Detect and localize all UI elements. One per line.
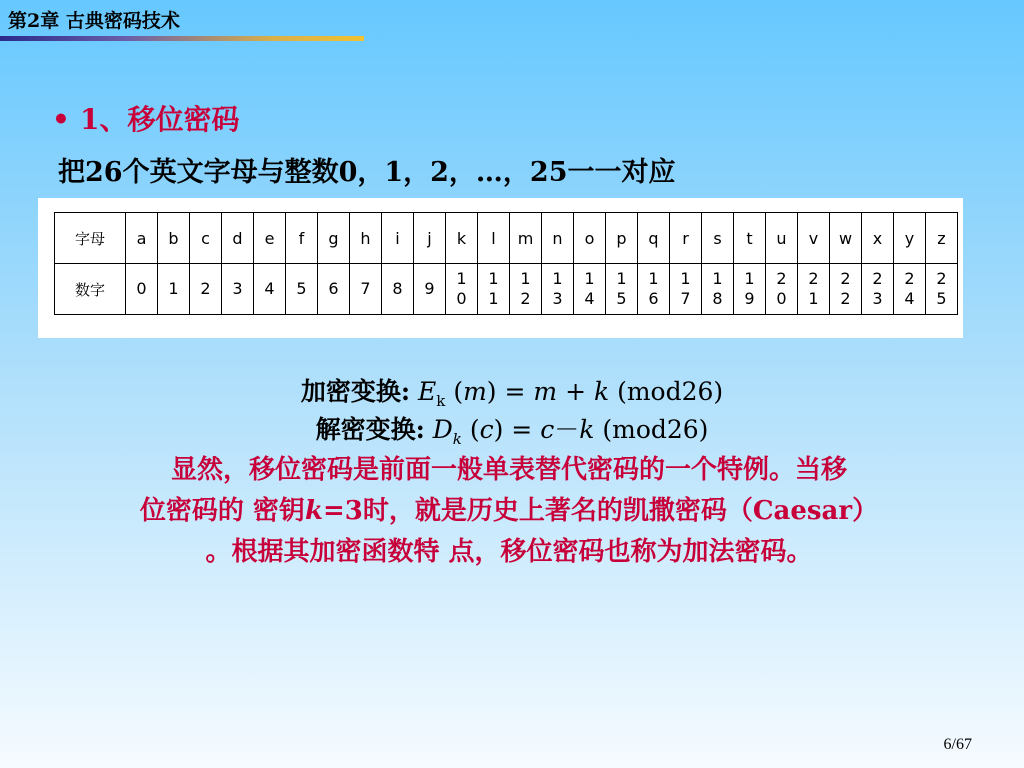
letter-cell: o	[574, 213, 606, 264]
explanation-line-2	[44, 491, 974, 532]
encryption-mid: ) =	[486, 377, 534, 406]
number-cell: 2 2	[830, 264, 862, 315]
letter-cell: j	[414, 213, 446, 264]
chapter-title: 第2章 古典密码技术	[8, 10, 180, 32]
number-cell: 1 7	[670, 264, 702, 315]
letter-cell: n	[542, 213, 574, 264]
letters-row-label: 字母	[55, 213, 126, 264]
number-cell: 5	[286, 264, 318, 315]
letter-cell: g	[318, 213, 350, 264]
number-cell: 1	[158, 264, 190, 315]
letter-cell: q	[638, 213, 670, 264]
letter-cell: c	[190, 213, 222, 264]
explanation-line-2-end: =3时，就是历史上著名的凯撒密码（Caesar）	[322, 496, 879, 526]
decryption-var: c	[479, 415, 494, 444]
decryption-mod: (mod26)	[594, 415, 709, 444]
number-cell: 1 8	[702, 264, 734, 315]
bullet-point: •	[52, 103, 70, 136]
numbers-row	[55, 264, 958, 315]
encryption-func-sub: k	[436, 392, 446, 410]
number-cell: 1 3	[542, 264, 574, 315]
decryption-open: (	[461, 415, 480, 444]
decryption-func-sub: k	[452, 430, 462, 448]
decryption-op: －	[554, 415, 580, 444]
encryption-op: +	[557, 377, 594, 406]
encryption-label: 加密变换:	[300, 377, 411, 406]
encryption-var: m	[463, 377, 487, 406]
explanation-line-3: 。根据其加密函数特 点，移位密码也称为加法密码。	[205, 537, 813, 567]
decryption-key: k	[579, 415, 595, 444]
number-cell: 2 4	[894, 264, 926, 315]
encryption-formula	[0, 372, 1024, 410]
letter-cell: v	[798, 213, 830, 264]
number-cell: 1 2	[510, 264, 542, 315]
number-cell: 7	[350, 264, 382, 315]
letter-cell: h	[350, 213, 382, 264]
explanation-line-2-start: 位密码的 密钥	[139, 496, 305, 526]
numbers-row-label: 数字	[55, 264, 126, 315]
number-cell: 2 5	[926, 264, 958, 315]
number-cell: 6	[318, 264, 350, 315]
number-cell: 2	[190, 264, 222, 315]
letter-cell: e	[254, 213, 286, 264]
decryption-mid: ) =	[493, 415, 541, 444]
encryption-key: k	[593, 377, 610, 406]
encryption-open: (	[445, 377, 464, 406]
letter-cell: r	[670, 213, 702, 264]
number-cell: 8	[382, 264, 414, 315]
letter-cell: t	[734, 213, 766, 264]
encryption-func: E	[418, 377, 437, 406]
letter-cell: y	[894, 213, 926, 264]
letter-cell: u	[766, 213, 798, 264]
decryption-var2: c	[540, 415, 555, 444]
letter-cell: d	[222, 213, 254, 264]
explanation-paragraph	[44, 450, 974, 573]
number-cell: 1 4	[574, 264, 606, 315]
number-cell: 1 9	[734, 264, 766, 315]
number-cell: 1 5	[606, 264, 638, 315]
letter-cell: s	[702, 213, 734, 264]
page-number: 6/67	[943, 736, 972, 753]
number-cell: 2 1	[798, 264, 830, 315]
letter-number-table-panel	[38, 198, 963, 338]
letter-cell: f	[286, 213, 318, 264]
letter-cell: b	[158, 213, 190, 264]
letter-cell: l	[478, 213, 510, 264]
letter-cell: k	[446, 213, 478, 264]
number-cell: 1 1	[478, 264, 510, 315]
letter-cell: i	[382, 213, 414, 264]
letter-cell: w	[830, 213, 862, 264]
decryption-func: D	[432, 415, 453, 444]
explanation-key-var: k	[304, 496, 323, 526]
header-divider	[0, 36, 364, 41]
number-cell: 3	[222, 264, 254, 315]
letter-number-table	[54, 212, 958, 315]
encryption-var2: m	[533, 377, 558, 406]
section-heading-text: 1、移位密码	[80, 103, 240, 136]
number-cell: 4	[254, 264, 286, 315]
letter-cell: z	[926, 213, 958, 264]
letters-row	[55, 213, 958, 264]
decryption-formula	[0, 410, 1024, 448]
letter-cell: x	[862, 213, 894, 264]
letter-cell: a	[126, 213, 158, 264]
number-cell: 1 0	[446, 264, 478, 315]
letter-cell: p	[606, 213, 638, 264]
encryption-mod: (mod26)	[609, 377, 724, 406]
number-cell: 1 6	[638, 264, 670, 315]
number-cell: 0	[126, 264, 158, 315]
number-cell: 2 0	[766, 264, 798, 315]
number-cell: 9	[414, 264, 446, 315]
decryption-label: 解密变换:	[315, 415, 425, 444]
letter-cell: m	[510, 213, 542, 264]
mapping-description: 把26个英文字母与整数0，1，2，…，25一一对应	[58, 157, 676, 188]
section-heading	[52, 98, 239, 138]
explanation-line-1: 显然，移位密码是前面一般单表替代密码的一个特例。当移	[170, 455, 847, 485]
number-cell: 2 3	[862, 264, 894, 315]
